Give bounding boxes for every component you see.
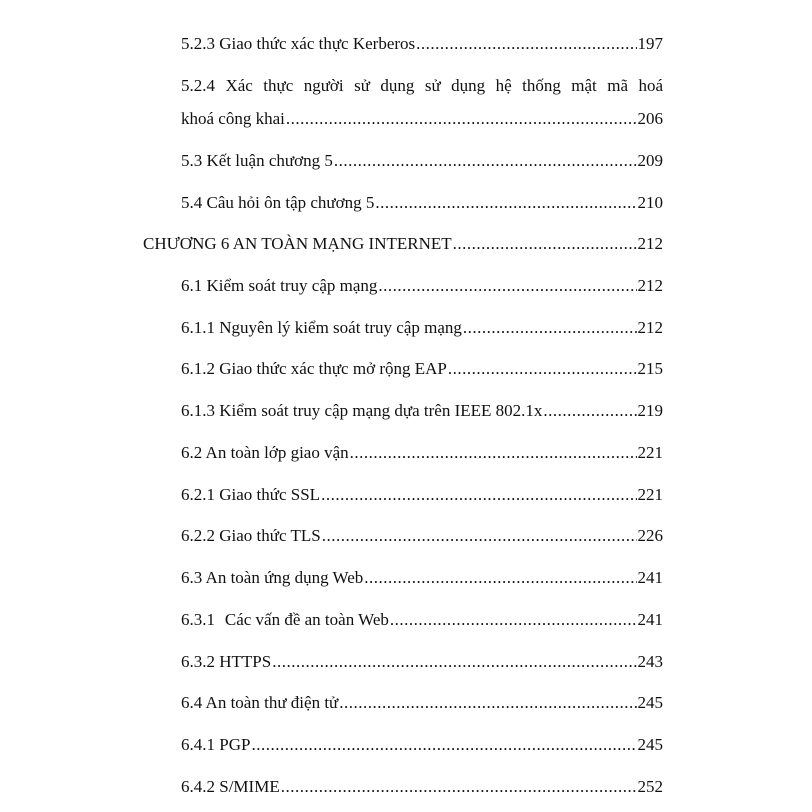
toc-dot-leader xyxy=(272,651,636,673)
toc-entry-title: 6.1.2 Giao thức xác thực mở rộng EAP xyxy=(181,359,447,378)
toc-page-number: 245 xyxy=(637,693,663,712)
toc-entry-title: 6.4.2 S/MIME xyxy=(181,777,280,796)
toc-page-number: 245 xyxy=(637,735,663,754)
toc-dot-leader xyxy=(378,275,636,297)
toc-page-number: 219 xyxy=(637,401,663,420)
toc-dot-leader xyxy=(322,525,637,547)
toc-entry-5-3[interactable] xyxy=(181,150,663,172)
toc-entry-title: 5.4 Câu hỏi ôn tập chương 5 xyxy=(181,193,375,212)
toc-entry-title: 6.1.3 Kiểm soát truy cập mạng dựa trên IEEE 802.1x xyxy=(181,401,543,420)
toc-entry-5-2-4-line2[interactable] xyxy=(181,108,663,130)
toc-entry-6-4-1[interactable] xyxy=(181,734,663,756)
toc-page-number: 226 xyxy=(637,526,663,545)
toc-entry-title: 6.4 An toàn thư điện tử xyxy=(181,693,339,712)
toc-entry-6-2[interactable] xyxy=(181,442,663,464)
toc-dot-leader xyxy=(448,358,637,380)
toc-page-number: 252 xyxy=(637,777,663,796)
toc-dot-leader xyxy=(350,442,637,464)
toc-dot-leader xyxy=(390,609,637,631)
toc-page-number: 212 xyxy=(637,276,663,295)
toc-entry-6-4[interactable] xyxy=(181,692,663,714)
toc-entry-6-1-2[interactable] xyxy=(181,358,663,380)
toc-entry-title: 6.3 An toàn ứng dụng Web xyxy=(181,568,364,587)
toc-dot-leader xyxy=(375,192,636,214)
toc-entry-5-2-4-line1[interactable] xyxy=(181,75,663,97)
toc-dot-leader xyxy=(364,567,636,589)
toc-entry-6-1-3[interactable] xyxy=(181,400,663,422)
toc-dot-leader xyxy=(321,484,636,506)
toc-entry-title: 6.2.2 Giao thức TLS xyxy=(181,526,321,545)
toc-entry-6-3[interactable] xyxy=(181,567,663,589)
toc-page-number: 210 xyxy=(637,193,663,212)
toc-dot-leader xyxy=(416,33,636,55)
toc-page-number: 241 xyxy=(637,610,663,629)
toc-dot-leader xyxy=(334,150,637,172)
toc-entry-title: 5.3 Kết luận chương 5 xyxy=(181,151,333,170)
toc-dot-leader xyxy=(339,692,636,714)
toc-page-number: 197 xyxy=(637,34,663,53)
toc-entry-title: 6.2.1 Giao thức SSL xyxy=(181,485,321,504)
toc-entry-5-4[interactable] xyxy=(181,192,663,214)
toc-chapter-title: CHƯƠNG 6 AN TOÀN MẠNG INTERNET xyxy=(143,234,452,253)
toc-entry-6-1-1[interactable] xyxy=(181,317,663,339)
toc-entry-title: 5.2.4 Xác thực người sử dụng sử dụng hệ thống mật mã hoá xyxy=(181,76,663,95)
toc-entry-6-3-1[interactable] xyxy=(181,609,663,631)
toc-page-number: 215 xyxy=(637,359,663,378)
toc-entry-title: 6.4.1 PGP xyxy=(181,735,251,754)
toc-entry-number: 6.3.1 xyxy=(181,610,215,629)
toc-page-number: 243 xyxy=(637,652,663,671)
toc-dot-leader xyxy=(251,734,636,756)
toc-entry-title: 6.3.2 HTTPS xyxy=(181,652,272,671)
toc-dot-leader xyxy=(286,108,637,130)
toc-page-number: 241 xyxy=(637,568,663,587)
toc-entry-title: 6.1 Kiểm soát truy cập mạng xyxy=(181,276,378,295)
toc-dot-leader xyxy=(543,400,636,422)
toc-entry-chapter-6[interactable] xyxy=(143,233,663,255)
toc-dot-leader xyxy=(453,233,637,255)
toc-entry-5-2-3[interactable] xyxy=(181,33,663,55)
toc-entry-6-4-2[interactable] xyxy=(181,776,663,798)
toc-entry-6-2-2[interactable] xyxy=(181,525,663,547)
toc-page-number: 221 xyxy=(637,443,663,462)
toc-entry-title-continued: khoá công khai xyxy=(181,109,285,128)
toc-entry-6-2-1[interactable] xyxy=(181,484,663,506)
toc-dot-leader xyxy=(281,776,637,798)
toc-page-number: 221 xyxy=(637,485,663,504)
toc-entry-6-3-2[interactable] xyxy=(181,651,663,673)
toc-entry-title: 6.1.1 Nguyên lý kiểm soát truy cập mạng xyxy=(181,318,462,337)
toc-entry-title: 6.2 An toàn lớp giao vận xyxy=(181,443,349,462)
toc-entry-6-1[interactable] xyxy=(181,275,663,297)
toc-page-number: 212 xyxy=(637,318,663,337)
toc-page-number: 212 xyxy=(637,234,663,253)
toc-page-number: 206 xyxy=(637,109,663,128)
toc-dot-leader xyxy=(463,317,637,339)
toc-page-number: 209 xyxy=(637,151,663,170)
toc-entry-title: Các vấn đề an toàn Web xyxy=(224,610,389,629)
toc-entry-title: 5.2.3 Giao thức xác thực Kerberos xyxy=(181,34,416,53)
